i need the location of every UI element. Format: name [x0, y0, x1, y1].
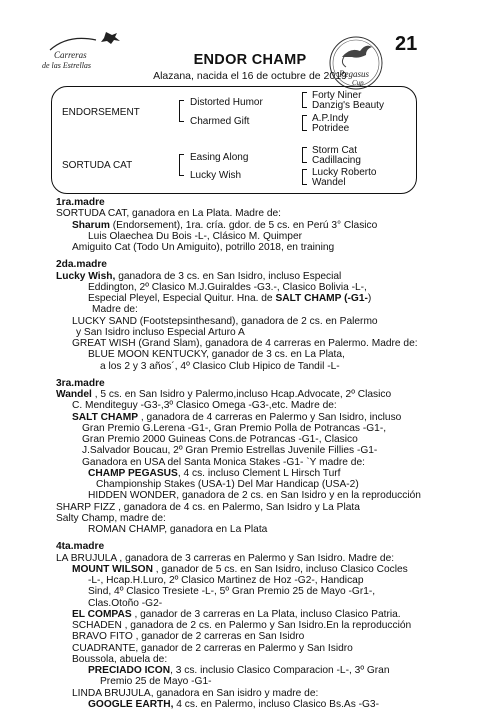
pedigree-dam-dam: Lucky Wish: [190, 170, 242, 181]
text-line: Ganadora en USA del Santa Monica Stakes -G1- `Y madre de:: [82, 456, 365, 468]
logo-text-1: Carreras: [54, 50, 87, 60]
pedigree-g1: Forty Niner: [312, 90, 362, 101]
text-line: Luis Olaechea Du Bois -L-, Clásico M. Quimper: [88, 230, 303, 242]
text-line: [56, 220, 486, 231]
text-line: [56, 468, 486, 479]
text-line: Sind, 4º Clasico Tresiete -L-, 5º Gran Premio 25 de Mayo -Gr1-,: [88, 586, 376, 598]
text-line: [56, 699, 486, 710]
text-span: , 3 cs. inclusio Clasico Comparacion -L-, 3º Gran: [170, 665, 390, 676]
horse-name-bold: Sharum: [72, 219, 110, 231]
text-line: y San Isidro incluso Especial Arturo A: [76, 326, 245, 338]
pedigree-dam: SORTUDA CAT: [62, 160, 133, 171]
text-line: LUCKY SAND (Footstepsinthesand), ganadora de 2 cs. en Palermo: [72, 315, 378, 327]
pedigree-dam-sire: Easing Along: [190, 152, 249, 163]
horse-name-bold: MOUNT WILSON: [72, 563, 153, 575]
text-span: , ganadora de 4 carreras en Palermo y San Isidro, incluso: [138, 411, 402, 423]
horse-name-bold: GOOGLE EARTH,: [88, 698, 174, 710]
logo-right-text-2: Cup: [352, 79, 364, 87]
horse-name-bold: Wandel: [56, 389, 92, 400]
horse-name-bold: EL COMPAS: [72, 608, 132, 620]
section-heading-2da-madre: 2da.madre: [56, 259, 107, 271]
text-line: [56, 665, 486, 676]
bracket: [302, 147, 307, 163]
text-line: [56, 271, 486, 282]
text-line: SORTUDA CAT, ganadora en La Plata. Madre de:: [56, 208, 281, 220]
pedigree-g5: Storm Cat: [312, 145, 358, 156]
text-line: Gran Premio 2000 Guineas Cons.de Potrancas -G1-, Clasico: [82, 434, 358, 445]
text-line: -L-, Hcap.H.Luro, 2º Clasico Martinez de Hoz -G2-, Handicap: [88, 575, 364, 586]
horse-name-bold: Lucky Wish,: [56, 270, 116, 282]
text-line: Amiguito Cat (Todo Un Amiguito), potrillo 2018, en training: [72, 242, 335, 253]
text-line: SCHADEN , ganadora de 2 cs. en Palermo y San Isidro.En la reproducción: [72, 620, 412, 631]
text-span: , ganador de 5 cs. en San Isidro, incluso Clasico Cocles: [152, 563, 408, 575]
bracket: [302, 115, 307, 131]
text-line: C. Menditeguy -G3-,3º Clasico Omega -G3-,etc. Madre de:: [72, 400, 337, 412]
text-line: Salty Champ, madre de:: [56, 512, 166, 524]
horse-name-bold: SALT CHAMP: [72, 411, 139, 423]
pedigree-g3: A.P.Indy: [312, 113, 349, 124]
section-heading-1ra-madre: 1ra.madre: [56, 197, 105, 208]
pedigree-g7: Lucky Roberto: [312, 167, 377, 178]
text-line: CUADRANTE, ganador de 2 carreras en Palermo y San Isidro: [72, 642, 353, 654]
text-line: J.Salvador Boucau, 2º Gran Premio Estrellas Juvenile Fillies -G1-: [82, 445, 378, 457]
text-line: BRAVO FITO , ganador de 2 carreras en San Isidro: [72, 631, 305, 643]
pedigree-box: [51, 86, 417, 194]
text-line: [56, 389, 486, 400]
text-span: , ganador de 3 carreras en La Plata, incluso Clasico Patria.: [131, 608, 401, 620]
horse-name-bold: CHAMP PEGASUS: [88, 467, 178, 479]
pedigree-g8: Wandel: [312, 177, 346, 188]
text-line: [56, 564, 486, 575]
text-span: 4 cs. en Palermo, incluso Clasico Bs.As -G3-: [173, 698, 379, 710]
text-line: Clas.Otoño -G2-: [88, 597, 163, 609]
text-line: a los 2 y 3 años´, 4º Clasico Club Hipico de Tandil -L-: [100, 360, 340, 372]
horse-name: ENDOR CHAMP: [193, 52, 307, 68]
text-span: ganadora de 3 cs. en San Isidro, incluso Especial: [115, 270, 342, 282]
text-line: SHARP FIZZ , ganadora de 4 cs. en Palermo, San Isidro y La Plata: [56, 501, 360, 513]
text-line: [56, 609, 486, 620]
bracket: [179, 100, 184, 122]
pedigree-g4: Potridee: [312, 123, 350, 134]
pedigree-g2: Danzig's Beauty: [312, 100, 384, 111]
text-line: LA BRUJULA , ganadora de 3 carreras en Palermo y San Isidro. Madre de:: [56, 552, 395, 564]
text-line: Eddington, 2º Clasico M.J.Guiraldes -G3.-, Clasico Bolivia -L-,: [88, 281, 367, 293]
pedigree-sire-dam: Charmed Gift: [190, 116, 250, 127]
text-line: GREAT WISH (Grand Slam), ganadora de 4 carreras en Palermo. Madre de:: [72, 338, 418, 349]
text-line: BLUE MOON KENTUCKY, ganador de 3 cs. en La Plata,: [88, 349, 345, 361]
horse-description: Alazana, nacida el 16 de octubre de 2019: [153, 70, 347, 82]
female-family-text: [56, 197, 486, 710]
text-line: HIDDEN WONDER, ganadora de 2 cs. en San Isidro y en la reproducción: [88, 490, 421, 502]
lot-number: 21: [395, 33, 418, 55]
text-line: Gran Premio G.Lerena -G1-, Gran Premio Polla de Potrancas -G1-,: [82, 422, 387, 434]
logo-text-2: de las Estrellas: [42, 61, 92, 70]
text-span: ): [367, 293, 372, 304]
pedigree-sire-sire: Distorted Humor: [190, 97, 263, 108]
text-span: Especial Pleyel, Especial Quitur. Hna. de: [88, 293, 276, 304]
text-line: Madre de:: [92, 304, 138, 316]
text-line: ROMAN CHAMP, ganadora en La Plata: [88, 524, 268, 535]
text-span: , 4 cs. incluso Clement L Hirsch Turf: [177, 467, 341, 479]
horse-name-bold: SALT CHAMP (-G1-: [275, 293, 368, 304]
section-heading-4ta-madre: 4ta.madre: [56, 541, 105, 553]
text-line: [56, 293, 486, 304]
pedigree-g6: Cadillacing: [312, 155, 361, 166]
bracket: [179, 154, 184, 176]
bracket: [302, 169, 307, 185]
text-line: Boussola, abuela de:: [72, 653, 168, 665]
bracket: [302, 92, 307, 108]
section-heading-3ra-madre: 3ra.madre: [56, 377, 105, 389]
text-line: [56, 412, 486, 423]
text-span: (Endorsement), 1ra. cría. gdor. de 5 cs. en Perú 3° Clasico: [109, 219, 378, 231]
horse-name-bold: PRECIADO ICON: [88, 665, 171, 676]
pedigree-sire: ENDORSEMENT: [62, 107, 140, 118]
text-span: , 5 cs. en San Isidro y Palermo,incluso Hcap.Advocate, 2º Clasico: [91, 389, 392, 400]
text-line: Premio 25 de Mayo -G1-: [100, 676, 212, 688]
logo-right-text-1: Pegasus: [339, 69, 369, 79]
text-line: LINDA BRUJULA, ganadora en San isidro y madre de:: [72, 687, 319, 699]
text-line: Championship Stakes (USA-1) Del Mar Handicap (USA-2): [96, 479, 359, 490]
